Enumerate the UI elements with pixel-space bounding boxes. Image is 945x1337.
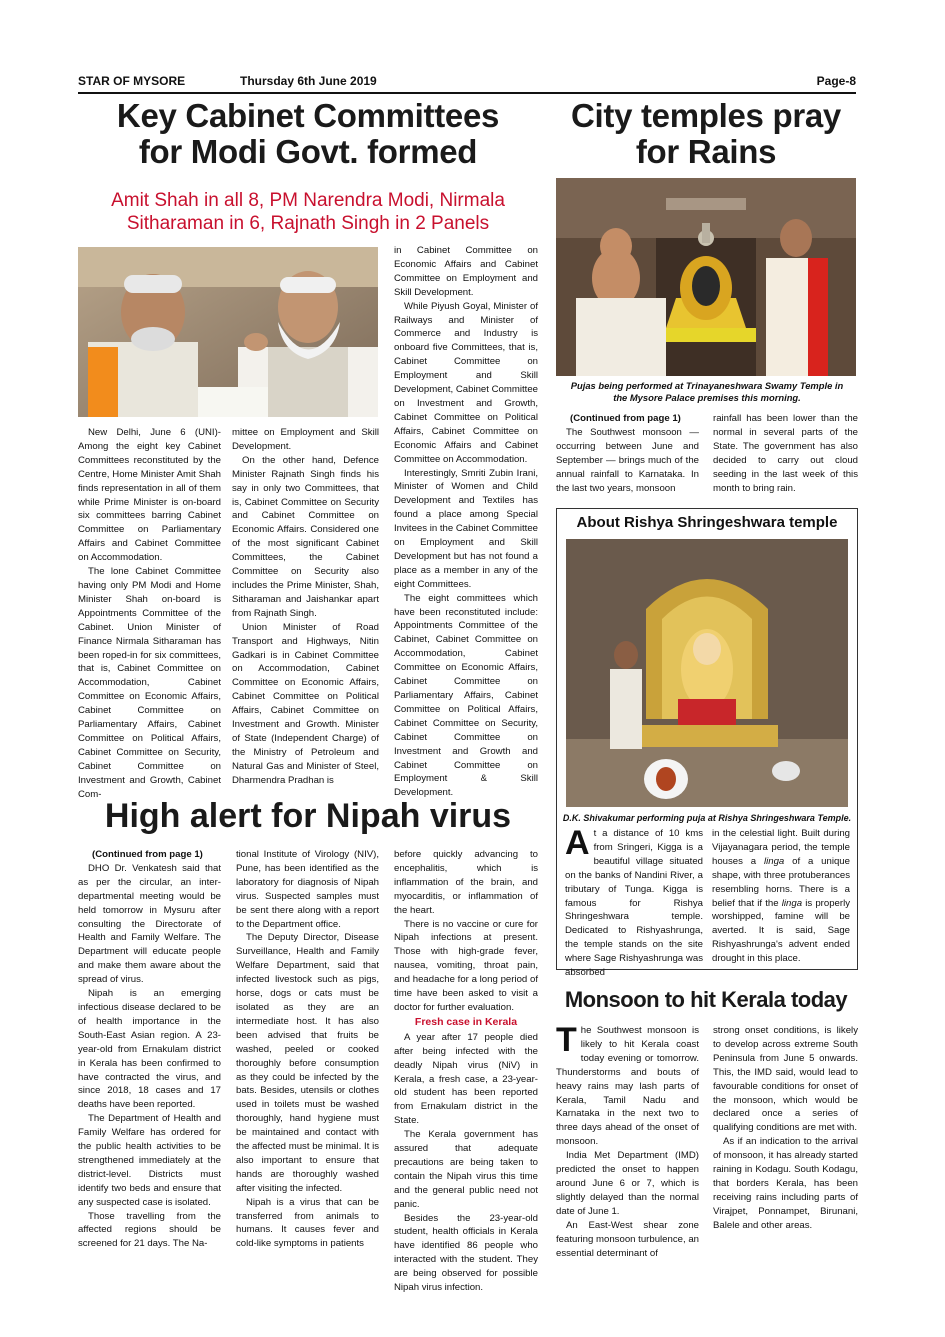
nipah-paragraph: tional Institute of Virology (NIV), Pune, has been identified as the laboratory for diagnosis of Nipah virus. Suspected samples must be sent there along with a report to the Department office. [236, 849, 379, 930]
rishya-shringeshwara-photo [566, 539, 848, 807]
nipah-headline: High alert for Nipah virus [104, 797, 512, 835]
rishya-text: of a unique shape, with three protuberances resembling horns. There is a belief that if the [712, 855, 850, 909]
monsoon-paragraph: strong onset conditions, is likely to develop across extreme South Peninsula from June 5 onwards. This, the IMD said, would lead to favourable conditions for onset of the monsoon, which would be declared once a series of qualifying conditions are met with. [713, 1025, 858, 1134]
cabinet-sub-line1: Amit Shah in all 8, PM Narendra Modi, Nirmala [111, 190, 505, 211]
nipah-paragraph: A year after 17 people died after being infected with the deadly Nipah virus (NiV) in Kerala, a fresh case, a 23-year-old student has been reported from Ernakulam district in the State. [394, 1031, 538, 1127]
rishya-column-1 [565, 824, 703, 979]
nipah-paragraph: Those travelling from the affected regions should be screened for 21 days. The Na- [78, 1210, 221, 1250]
temples-photo-caption [556, 380, 858, 404]
monsoon-dropcap: T [556, 1021, 577, 1059]
temples-continued-label: (Continued from page 1) [570, 413, 681, 424]
monsoon-headline: Monsoon to hit Kerala today [564, 987, 848, 1012]
cabinet-paragraph: The lone Cabinet Committee having only PM Modi and Home Minister Shah on-board is Appointments Committee of the Cabinet. Union Minister of Finance Nirmala Sitharaman has been roped-in for six committees, that is, Cabinet Committee on Accommodation, Cabinet Committee on Economic Affairs, Cabinet Committee on Parliamentary Affairs, Cabinet Committee on Political Affairs, Cabinet Committee on Security, Cabinet Committee on Investment and Growth, Cabinet Com- [78, 566, 221, 800]
nipah-paragraph: Besides the 23-year-old student, health officials in Kerala have identified 86 people who interacted with the student. They are being observed for possible Nipah virus infection. [394, 1212, 538, 1294]
nipah-paragraph: There is no vaccine or cure for Nipah infections at present. Those with high-grade fever, nausea, vomiting, throat pain, and headache for a long period of time have been asked to visit a doctor for further evaluation. [394, 918, 538, 1013]
temples-column-2 [713, 412, 858, 498]
nipah-paragraph: before quickly advancing to encephalitis, which is inflammation of the brain, and myocarditis, or inflammation of the heart. [394, 849, 538, 916]
cabinet-paragraph: Interestingly, Smriti Zubin Irani, Minister of Women and Child Development and Textiles has found a place among Special Invitees in the Cabinet Committee on Employment and Skill Development but has not found a place as a member in any of the eight Committees. [394, 467, 538, 590]
monsoon-column-2 [713, 1024, 858, 1258]
temples-headline-line2: for Rains [635, 132, 777, 170]
cabinet-paragraph: New Delhi, June 6 (UNI)- Among the eight key Cabinet Committees reconstituted by the Centre, Home Minister Amit Shah finds representation in all of them while Prime Minister is on-board six committees barring Cabinet Committee on Parliamentary Affairs and Cabinet Committee on Accommodation. [78, 427, 221, 564]
temples-caption-line1: Pujas being performed at Trinayaneshwara Swamy Temple in [570, 380, 844, 391]
nipah-column-1 [78, 848, 221, 1258]
modi-shah-photo-illustration [78, 247, 378, 417]
nipah-fresh-case-subhead: Fresh case in Kerala [414, 1015, 518, 1028]
rishya-text: in the celestial light. Built during Vijayanagara period, the temple houses a [712, 828, 850, 867]
monsoon-paragraph: India Met Department (IMD) predicted the onset to happen around June 6 or 7, which is slightly delayed than the normal date of June 1. [556, 1150, 699, 1217]
nipah-paragraph: Nipah is a virus that can be transferred from animals to humans. It causes fever and cold-like symptoms in patients [236, 1196, 379, 1250]
rishya-dropcap: A [565, 824, 590, 862]
cabinet-column-2 [232, 426, 379, 791]
nipah-paragraph: The Department of Health and Family Welfare has ordered for the public health activities to be strengthened immediately at the district-level. Districts must identify two beds and ensure that any suspected case is isolated. [78, 1113, 221, 1208]
paper-name: STAR OF MYSORE [78, 74, 186, 88]
temples-paragraph: The Southwest monsoon — occurring between June and September — brings much of the annual rainfall to Karnataka. In the last two years, monsoon [556, 426, 699, 494]
nipah-column-3 [394, 848, 538, 1294]
rishya-paragraph: t a distance of 10 kms from Sringeri, Kigga is a beautiful village situated on the banks of Nandini River, a tributary of Tunga. Kigga is famous for Rishya Shringeshwara temple. Dedicated to Rishyashrunga, the temple stands on the site where Sage Rishyashrunga was absorbed [565, 828, 703, 979]
temples-headline [554, 98, 858, 169]
nipah-paragraph: The Deputy Director, Disease Surveillance, Health and Family Welfare Department, said that infected livestock such as pigs, horse, dogs or cats must be isolated as they are an intermediate host. It has also been advised that fruits be washed, peeled or cooked thoroughly before consumption as they could be infected by the bats. Besides, utensils or clothes used in toilets must be washed thoroughly, hand hygiene must be maintained and contact with the affected must be minimal. It is also important to ensure that hands are thoroughly washed after visiting the infected. [236, 932, 379, 1194]
rishya-photo-illustration [566, 539, 848, 807]
temples-paragraph: rainfall has been lower than the normal in several parts of the State. The government has also decided to carry out cloud seeding in the last week of this month to bring rain. [713, 413, 858, 494]
cabinet-paragraph: While Piyush Goyal, Minister of Railways and Minister of Commerce and Industry is onboard five Committees, that is, Cabinet Committee on Employment and Skill Development, Cabinet Committee on Investment and Growth, Cabinet Committee on Political Affairs, Cabinet Committee on Economic Affairs and Cabinet Committee on Accommodation. [394, 300, 538, 465]
masthead [78, 74, 856, 94]
rishya-box-title: About Rishya Shringeshwara temple [576, 514, 838, 531]
rishya-box [556, 508, 858, 979]
modi-shah-photo [78, 247, 378, 417]
temples-column-1 [556, 412, 699, 498]
cabinet-paragraph: in Cabinet Committee on Economic Affairs and Cabinet Committee on Employment and Skill Development. [394, 245, 538, 298]
cabinet-paragraph: mittee on Employment and Skill Development. [232, 427, 379, 452]
trinayaneshwara-puja-photo [556, 178, 856, 376]
cabinet-column-1 [78, 426, 221, 800]
temples-headline-line1: City temples pray [570, 97, 841, 134]
cabinet-column-3 [394, 244, 538, 799]
cabinet-headline-line1: Key Cabinet Committees [116, 97, 500, 134]
monsoon-column-1 [556, 1021, 699, 1259]
rishya-text: is properly worshipped, famine will be averted. It is said, Sage Rishyashrunga's advent ended drought in this place. [712, 897, 851, 965]
rishya-linga-italic: linga [781, 897, 803, 909]
nipah-headline-wrap [78, 798, 538, 835]
cabinet-paragraph: Union Minister of Road Transport and Highways, Nitin Gadkari is in Cabinet Committee on Accommodation, Cabinet Committee on Economic Affairs, Cabinet Committee on Political Affairs, Cabinet Committee on Investment and Growth. Minister of State (Independent Charge) of the Ministry of Petroleum and Natural Gas and Minister of Steel, Dharmendra Pradhan is [232, 621, 379, 786]
rishya-photo-caption: D.K. Shivakumar performing puja at Rishya Shringeshwara Temple. [562, 813, 852, 823]
rishya-linga-italic: linga [763, 855, 785, 867]
monsoon-paragraph: An East-West shear zone featuring monsoon turbulence, an essential determinant of [556, 1219, 699, 1259]
nipah-paragraph: DHO Dr. Venkatesh said that as per the circular, an inter-departmental meeting would be held tomorrow in Mysuru after consulting the Directorate of Health and Family Welfare. The Department will educate people and make them aware about the spread of virus. [78, 862, 221, 986]
trinayaneshwara-photo-illustration [556, 178, 856, 376]
issue-date: Thursday 6th June 2019 [240, 74, 377, 88]
cabinet-paragraph: The eight committees which have been reconstituted include: Appointments Committee of the Cabinet, Cabinet Committee on Accommodation, Cabinet Committee on Economic Affairs, Cabinet Committee on Parliamentary Affairs, Cabinet Committee on Political Affairs, Cabinet Committee on Security, Cabinet Committee on Investment and Growth and Cabinet Committee on Employment & Skill Development. [394, 592, 538, 799]
monsoon-paragraph: As if an indication to the arrival of monsoon, it has already started raining in Kodagu. South Kodagu, that borders Kerala, has been receiving rains including parts of Virajpet, Ponnampet, Birunani, Balele and other areas. [713, 1136, 858, 1231]
cabinet-headline [78, 98, 538, 169]
monsoon-paragraph: he Southwest monsoon is likely to hit Kerala coast today evening or tomorrow. Thunderstorms and bouts of heavy rains may lash parts of Kerala, Tamil Nadu and Karnataka in the next two to three days ahead of the onset of monsoon. [556, 1025, 699, 1148]
nipah-continued-label: (Continued from page 1) [92, 849, 203, 860]
cabinet-sub-line2: Sitharaman in 6, Rajnath Singh in 2 Panels [126, 212, 490, 234]
nipah-paragraph: The Kerala government has assured that adequate precautions are being taken to contain the Nipah virus this time and the general public need not panic. [394, 1129, 538, 1210]
cabinet-paragraph: On the other hand, Defence Minister Rajnath Singh finds his say in only two Committees, that is, Cabinet Committee on Security and Cabinet Committee on Economic Affairs. Considered one of the most significant Cabinet Committees, the Cabinet Committee on Security also includes the Prime Minister, Shah, Sitharaman and Jaishankar apart from Rajnath Singh. [232, 454, 379, 619]
monsoon-headline-wrap [554, 988, 858, 1012]
rishya-column-2 [712, 827, 850, 967]
cabinet-subheadline [78, 190, 538, 236]
cabinet-headline-line2: for Modi Govt. formed [138, 132, 478, 170]
page-number: Page-8 [816, 74, 856, 88]
nipah-column-2 [236, 848, 379, 1258]
nipah-paragraph: Nipah is an emerging infectious disease declared to be of health importance in the South-East Asian region. A 23-year-old from Ernakulam district in Kerala has been confirmed to have contracted the virus, and since 2018, 18 cases and 17 deaths have been reported. [78, 988, 221, 1111]
temples-caption-line2: the Mysore Palace premises this morning. [613, 392, 801, 403]
